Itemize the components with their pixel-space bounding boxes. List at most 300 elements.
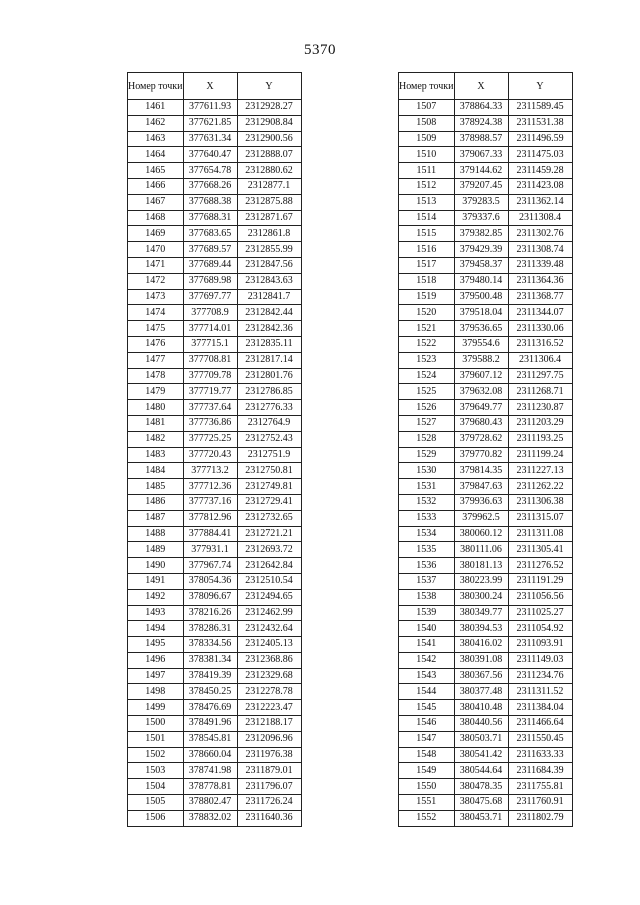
cell-y: 2311976.38 [237, 747, 301, 763]
table-row [128, 542, 302, 558]
cell-y: 2311199.24 [508, 447, 572, 463]
table-row [399, 210, 573, 226]
cell-point-number: 1504 [128, 779, 184, 795]
table-row [128, 400, 302, 416]
cell-point-number: 1546 [399, 716, 455, 732]
cell-x: 377967.74 [183, 558, 237, 574]
header-y: Y [237, 73, 301, 100]
cell-point-number: 1495 [128, 637, 184, 653]
table-row [128, 194, 302, 210]
cell-y: 2311384.04 [508, 700, 572, 716]
table-row [128, 415, 302, 431]
header-x: X [183, 73, 237, 100]
table-row [399, 368, 573, 384]
cell-x: 377697.77 [183, 289, 237, 305]
cell-point-number: 1540 [399, 621, 455, 637]
table-row [399, 147, 573, 163]
cell-x: 380544.64 [454, 763, 508, 779]
cell-x: 380453.71 [454, 810, 508, 826]
cell-x: 380391.08 [454, 652, 508, 668]
table-row [399, 163, 573, 179]
cell-point-number: 1541 [399, 637, 455, 653]
coordinates-table-right [398, 72, 573, 827]
cell-x: 379847.63 [454, 479, 508, 495]
table-row [128, 178, 302, 194]
cell-point-number: 1493 [128, 605, 184, 621]
cell-x: 379067.33 [454, 147, 508, 163]
cell-point-number: 1475 [128, 321, 184, 337]
table-row [399, 242, 573, 258]
cell-x: 379500.48 [454, 289, 508, 305]
cell-y: 2312752.43 [237, 431, 301, 447]
table-row [128, 526, 302, 542]
table-row [128, 447, 302, 463]
cell-y: 2312841.7 [237, 289, 301, 305]
table-row [128, 573, 302, 589]
table-row [128, 163, 302, 179]
cell-y: 2312817.14 [237, 352, 301, 368]
table-row [128, 115, 302, 131]
cell-point-number: 1530 [399, 463, 455, 479]
table-row [128, 652, 302, 668]
cell-x: 380060.12 [454, 526, 508, 542]
cell-point-number: 1508 [399, 115, 455, 131]
cell-x: 379207.45 [454, 178, 508, 194]
table-row [399, 605, 573, 621]
cell-y: 2312764.9 [237, 415, 301, 431]
cell-y: 2312751.9 [237, 447, 301, 463]
table-header-row [399, 73, 573, 100]
cell-point-number: 1491 [128, 573, 184, 589]
cell-y: 2312188.17 [237, 716, 301, 732]
table-row [128, 289, 302, 305]
cell-point-number: 1494 [128, 621, 184, 637]
cell-x: 377640.47 [183, 147, 237, 163]
cell-x: 380223.99 [454, 573, 508, 589]
cell-point-number: 1513 [399, 194, 455, 210]
cell-x: 379632.08 [454, 384, 508, 400]
cell-point-number: 1466 [128, 178, 184, 194]
cell-y: 2312900.56 [237, 131, 301, 147]
cell-y: 2311227.13 [508, 463, 572, 479]
cell-y: 2311234.76 [508, 668, 572, 684]
cell-x: 377611.93 [183, 100, 237, 116]
table-row [399, 510, 573, 526]
table-row [128, 716, 302, 732]
cell-point-number: 1497 [128, 668, 184, 684]
cell-y: 2311316.52 [508, 336, 572, 352]
cell-y: 2312329.68 [237, 668, 301, 684]
table-row [399, 479, 573, 495]
cell-x: 379728.62 [454, 431, 508, 447]
cell-y: 2312096.96 [237, 731, 301, 747]
cell-x: 378450.25 [183, 684, 237, 700]
cell-y: 2311362.14 [508, 194, 572, 210]
cell-y: 2311459.28 [508, 163, 572, 179]
cell-point-number: 1511 [399, 163, 455, 179]
cell-x: 379283.5 [454, 194, 508, 210]
cell-x: 377931.1 [183, 542, 237, 558]
table-row [399, 716, 573, 732]
cell-y: 2312432.64 [237, 621, 301, 637]
cell-point-number: 1507 [399, 100, 455, 116]
cell-point-number: 1520 [399, 305, 455, 321]
cell-point-number: 1524 [399, 368, 455, 384]
cell-x: 377688.31 [183, 210, 237, 226]
cell-x: 378096.67 [183, 589, 237, 605]
cell-point-number: 1537 [399, 573, 455, 589]
cell-x: 378741.98 [183, 763, 237, 779]
cell-y: 2311305.41 [508, 542, 572, 558]
table-row [128, 131, 302, 147]
table-row [128, 368, 302, 384]
cell-point-number: 1476 [128, 336, 184, 352]
cell-y: 2311466.64 [508, 716, 572, 732]
cell-point-number: 1539 [399, 605, 455, 621]
table-row [128, 494, 302, 510]
cell-point-number: 1483 [128, 447, 184, 463]
cell-x: 377688.38 [183, 194, 237, 210]
cell-x: 378419.39 [183, 668, 237, 684]
table-body-left [128, 100, 302, 827]
cell-point-number: 1505 [128, 795, 184, 811]
table-row [399, 400, 573, 416]
cell-point-number: 1528 [399, 431, 455, 447]
table-row [128, 226, 302, 242]
table-row [399, 415, 573, 431]
cell-y: 2311193.25 [508, 431, 572, 447]
cell-x: 378864.33 [454, 100, 508, 116]
cell-y: 2311364.36 [508, 273, 572, 289]
cell-x: 380475.68 [454, 795, 508, 811]
table-row [399, 115, 573, 131]
cell-y: 2311191.29 [508, 573, 572, 589]
cell-y: 2312642.84 [237, 558, 301, 574]
cell-point-number: 1529 [399, 447, 455, 463]
table-row [399, 763, 573, 779]
cell-point-number: 1548 [399, 747, 455, 763]
table-row [399, 637, 573, 653]
cell-point-number: 1489 [128, 542, 184, 558]
cell-point-number: 1547 [399, 731, 455, 747]
page-number: 5370 [304, 42, 336, 58]
cell-x: 378660.04 [183, 747, 237, 763]
table-row [128, 668, 302, 684]
cell-x: 377712.36 [183, 479, 237, 495]
table-row [128, 352, 302, 368]
cell-x: 378334.56 [183, 637, 237, 653]
cell-y: 2312776.33 [237, 400, 301, 416]
cell-y: 2311339.48 [508, 257, 572, 273]
cell-x: 380478.35 [454, 779, 508, 795]
cell-y: 2311311.08 [508, 526, 572, 542]
table-row [399, 100, 573, 116]
cell-point-number: 1550 [399, 779, 455, 795]
cell-point-number: 1542 [399, 652, 455, 668]
cell-y: 2311268.71 [508, 384, 572, 400]
cell-y: 2311149.03 [508, 652, 572, 668]
cell-x: 380440.56 [454, 716, 508, 732]
cell-point-number: 1488 [128, 526, 184, 542]
cell-x: 377725.25 [183, 431, 237, 447]
cell-y: 2311368.77 [508, 289, 572, 305]
table-row [399, 352, 573, 368]
cell-y: 2312875.88 [237, 194, 301, 210]
cell-y: 2311423.08 [508, 178, 572, 194]
cell-x: 380416.02 [454, 637, 508, 653]
cell-point-number: 1519 [399, 289, 455, 305]
cell-x: 378545.81 [183, 731, 237, 747]
table-row [128, 747, 302, 763]
cell-x: 379554.6 [454, 336, 508, 352]
cell-y: 2311755.81 [508, 779, 572, 795]
table-row [399, 447, 573, 463]
coordinates-table-left [127, 72, 302, 827]
table-row [128, 336, 302, 352]
cell-point-number: 1515 [399, 226, 455, 242]
table-header-row [128, 73, 302, 100]
table-row [399, 131, 573, 147]
table-row [128, 700, 302, 716]
table-row [128, 273, 302, 289]
cell-point-number: 1490 [128, 558, 184, 574]
cell-x: 377884.41 [183, 526, 237, 542]
cell-point-number: 1506 [128, 810, 184, 826]
cell-point-number: 1463 [128, 131, 184, 147]
cell-x: 380541.42 [454, 747, 508, 763]
cell-y: 2312861.8 [237, 226, 301, 242]
table-row [399, 700, 573, 716]
cell-y: 2312871.67 [237, 210, 301, 226]
table-row [128, 795, 302, 811]
cell-x: 377715.1 [183, 336, 237, 352]
cell-y: 2312843.63 [237, 273, 301, 289]
cell-point-number: 1502 [128, 747, 184, 763]
table-row [399, 558, 573, 574]
cell-point-number: 1512 [399, 178, 455, 194]
cell-x: 379649.77 [454, 400, 508, 416]
table-row [399, 779, 573, 795]
cell-point-number: 1538 [399, 589, 455, 605]
cell-x: 377719.77 [183, 384, 237, 400]
table-row [399, 431, 573, 447]
table-row [128, 463, 302, 479]
cell-point-number: 1480 [128, 400, 184, 416]
cell-point-number: 1482 [128, 431, 184, 447]
cell-x: 379962.5 [454, 510, 508, 526]
cell-point-number: 1533 [399, 510, 455, 526]
cell-y: 2311203.29 [508, 415, 572, 431]
table-row [128, 210, 302, 226]
cell-point-number: 1510 [399, 147, 455, 163]
cell-x: 379337.6 [454, 210, 508, 226]
cell-y: 2312510.54 [237, 573, 301, 589]
table-row [399, 747, 573, 763]
table-body-right [399, 100, 573, 827]
cell-point-number: 1469 [128, 226, 184, 242]
cell-point-number: 1531 [399, 479, 455, 495]
table-row [128, 763, 302, 779]
cell-x: 379480.14 [454, 273, 508, 289]
cell-x: 378832.02 [183, 810, 237, 826]
cell-y: 2312729.41 [237, 494, 301, 510]
cell-point-number: 1521 [399, 321, 455, 337]
cell-y: 2312877.1 [237, 178, 301, 194]
table-row [399, 194, 573, 210]
table-row [399, 321, 573, 337]
cell-point-number: 1545 [399, 700, 455, 716]
cell-y: 2312749.81 [237, 479, 301, 495]
cell-y: 2311684.39 [508, 763, 572, 779]
cell-point-number: 1499 [128, 700, 184, 716]
cell-y: 2311802.79 [508, 810, 572, 826]
cell-x: 380410.48 [454, 700, 508, 716]
cell-x: 379144.62 [454, 163, 508, 179]
cell-y: 2311330.06 [508, 321, 572, 337]
cell-point-number: 1472 [128, 273, 184, 289]
cell-point-number: 1461 [128, 100, 184, 116]
cell-y: 2312786.85 [237, 384, 301, 400]
cell-y: 2312801.76 [237, 368, 301, 384]
cell-x: 377708.9 [183, 305, 237, 321]
cell-y: 2311475.03 [508, 147, 572, 163]
cell-x: 377737.16 [183, 494, 237, 510]
cell-point-number: 1473 [128, 289, 184, 305]
table-row [399, 526, 573, 542]
cell-point-number: 1496 [128, 652, 184, 668]
table-row [128, 605, 302, 621]
table-row [399, 384, 573, 400]
cell-y: 2311796.07 [237, 779, 301, 795]
cell-y: 2311633.33 [508, 747, 572, 763]
cell-y: 2312278.78 [237, 684, 301, 700]
cell-x: 377713.2 [183, 463, 237, 479]
cell-y: 2311297.75 [508, 368, 572, 384]
cell-y: 2311315.07 [508, 510, 572, 526]
cell-point-number: 1478 [128, 368, 184, 384]
cell-y: 2311760.91 [508, 795, 572, 811]
cell-x: 378286.31 [183, 621, 237, 637]
cell-y: 2311276.52 [508, 558, 572, 574]
cell-x: 379382.85 [454, 226, 508, 242]
table-row [399, 684, 573, 700]
cell-x: 380300.24 [454, 589, 508, 605]
cell-x: 379458.37 [454, 257, 508, 273]
cell-x: 377654.78 [183, 163, 237, 179]
cell-point-number: 1527 [399, 415, 455, 431]
cell-y: 2312842.44 [237, 305, 301, 321]
cell-point-number: 1516 [399, 242, 455, 258]
cell-y: 2311306.38 [508, 494, 572, 510]
cell-x: 378924.38 [454, 115, 508, 131]
cell-point-number: 1484 [128, 463, 184, 479]
cell-y: 2311726.24 [237, 795, 301, 811]
cell-y: 2311308.74 [508, 242, 572, 258]
cell-y: 2311054.92 [508, 621, 572, 637]
cell-y: 2312880.62 [237, 163, 301, 179]
table-row [399, 226, 573, 242]
cell-point-number: 1535 [399, 542, 455, 558]
cell-x: 377708.81 [183, 352, 237, 368]
cell-y: 2312750.81 [237, 463, 301, 479]
table-row [399, 494, 573, 510]
table-row [399, 589, 573, 605]
cell-x: 378778.81 [183, 779, 237, 795]
cell-point-number: 1500 [128, 716, 184, 732]
cell-point-number: 1552 [399, 810, 455, 826]
cell-x: 377736.86 [183, 415, 237, 431]
cell-point-number: 1467 [128, 194, 184, 210]
cell-x: 378988.57 [454, 131, 508, 147]
cell-y: 2312888.07 [237, 147, 301, 163]
cell-point-number: 1536 [399, 558, 455, 574]
cell-x: 379518.04 [454, 305, 508, 321]
cell-x: 377709.78 [183, 368, 237, 384]
cell-x: 377683.65 [183, 226, 237, 242]
cell-x: 380367.56 [454, 668, 508, 684]
table-row [128, 731, 302, 747]
cell-y: 2312405.13 [237, 637, 301, 653]
cell-y: 2312368.86 [237, 652, 301, 668]
header-point-number: Номер точки [128, 73, 184, 100]
cell-y: 2311025.27 [508, 605, 572, 621]
cell-point-number: 1486 [128, 494, 184, 510]
cell-x: 378216.26 [183, 605, 237, 621]
table-row [399, 542, 573, 558]
cell-y: 2311589.45 [508, 100, 572, 116]
cell-x: 379536.65 [454, 321, 508, 337]
cell-x: 377631.34 [183, 131, 237, 147]
cell-point-number: 1464 [128, 147, 184, 163]
table-row [128, 321, 302, 337]
cell-x: 377689.44 [183, 257, 237, 273]
table-row [399, 336, 573, 352]
table-row [128, 479, 302, 495]
table-row [399, 795, 573, 811]
cell-point-number: 1532 [399, 494, 455, 510]
cell-x: 377689.98 [183, 273, 237, 289]
table-row [128, 305, 302, 321]
table-row [128, 242, 302, 258]
table-row [128, 257, 302, 273]
cell-y: 2311308.4 [508, 210, 572, 226]
cell-point-number: 1509 [399, 131, 455, 147]
table-row [128, 147, 302, 163]
table-row [399, 810, 573, 826]
table-row [128, 621, 302, 637]
table-row [128, 100, 302, 116]
cell-point-number: 1465 [128, 163, 184, 179]
cell-point-number: 1477 [128, 352, 184, 368]
cell-y: 2312842.36 [237, 321, 301, 337]
cell-point-number: 1474 [128, 305, 184, 321]
cell-point-number: 1492 [128, 589, 184, 605]
cell-y: 2312693.72 [237, 542, 301, 558]
cell-y: 2312855.99 [237, 242, 301, 258]
table-row [399, 289, 573, 305]
table-row [128, 684, 302, 700]
table-row [399, 463, 573, 479]
table-row [128, 384, 302, 400]
cell-point-number: 1518 [399, 273, 455, 289]
table-row [399, 652, 573, 668]
cell-x: 380349.77 [454, 605, 508, 621]
cell-point-number: 1487 [128, 510, 184, 526]
cell-x: 379607.12 [454, 368, 508, 384]
table-row [399, 573, 573, 589]
table-row [399, 305, 573, 321]
cell-x: 377720.43 [183, 447, 237, 463]
